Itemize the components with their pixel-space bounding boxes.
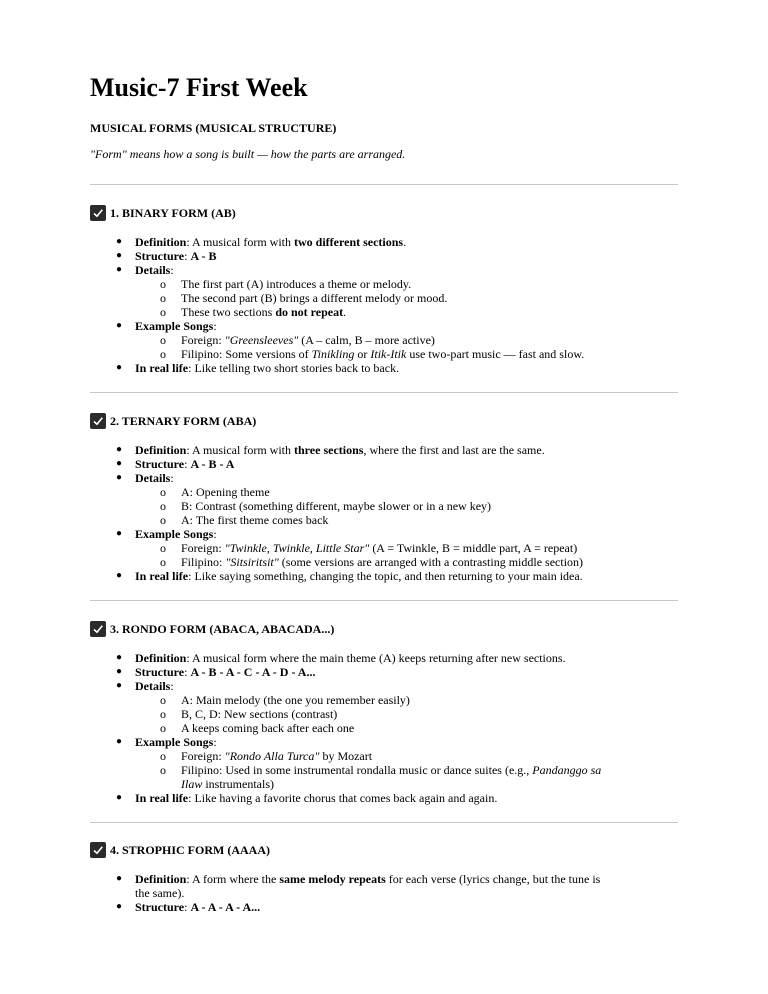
label: Structure: [135, 457, 185, 471]
label: Details: [135, 471, 171, 485]
song-title: "Twinkle, Twinkle, Little Star": [224, 541, 370, 555]
text: .: [343, 305, 347, 319]
label: Filipino:: [181, 763, 223, 777]
text: (A – calm, B – more active): [298, 333, 435, 347]
label: Definition: [135, 872, 187, 886]
text: Used in some instrumental rondalla music or dance suites (e.g.,: [225, 763, 533, 777]
song-title: "Sitsiritsit": [225, 555, 279, 569]
emphasis: same melody repeats: [279, 872, 386, 886]
label: Foreign:: [181, 749, 222, 763]
bullet: ●: [116, 236, 123, 247]
details-item: Details:: [135, 471, 174, 485]
example-songs-item: Example Songs:: [135, 735, 217, 749]
structure-value: A - A - A - A...: [190, 900, 261, 914]
structure-item: Structure: A - B - A - C - A - D - A...: [135, 665, 316, 679]
example-songs-item: Example Songs:: [135, 527, 217, 541]
definition-item: [135, 651, 566, 665]
label: Structure: [135, 665, 185, 679]
song-title: Pandanggo sa: [532, 763, 602, 777]
check-mark-icon: [90, 842, 106, 858]
text: : Like telling two short stories back to back.: [188, 361, 400, 375]
definition-cont: the same).: [135, 886, 185, 900]
example-foreign: [181, 749, 372, 763]
label: Filipino:: [181, 555, 223, 569]
subtitle: MUSICAL FORMS (MUSICAL STRUCTURE): [90, 121, 337, 135]
label: Foreign:: [181, 333, 222, 347]
label: Example Songs: [135, 735, 214, 749]
definition-item: [135, 443, 545, 457]
bullet: ●: [116, 666, 123, 677]
bullet: ●: [116, 264, 123, 275]
sub-bullet: o: [160, 305, 166, 319]
check-mark-icon: [90, 413, 106, 429]
definition-item: [135, 872, 600, 886]
sub-bullet: o: [160, 277, 166, 291]
sub-bullet: o: [160, 291, 166, 305]
divider: [90, 822, 678, 823]
divider: [90, 600, 678, 601]
detail-line: A: Main melody (the one you remember easily): [181, 693, 410, 707]
label: Foreign:: [181, 541, 222, 555]
detail-line: A: The first theme comes back: [181, 513, 329, 527]
song-title: Itik-Itik: [370, 347, 407, 361]
bullet: ●: [116, 250, 123, 261]
detail-line: [181, 305, 346, 319]
divider: [90, 392, 678, 393]
bullet: ●: [116, 320, 123, 331]
section-title: 3. RONDO FORM (ABACA, ABACADA...): [110, 622, 335, 636]
sub-bullet: o: [160, 499, 166, 513]
structure-item: Structure: A - A - A - A...: [135, 900, 261, 914]
bullet: ●: [116, 652, 123, 663]
label: Details: [135, 679, 171, 693]
page-title: Music-7 First Week: [90, 73, 308, 102]
sub-bullet: o: [160, 513, 166, 527]
text: .: [403, 235, 407, 249]
sub-bullet: o: [160, 555, 166, 569]
sub-bullet: o: [160, 707, 166, 721]
section-heading: [90, 621, 334, 637]
real-life-item: [135, 791, 497, 805]
label: Example Songs: [135, 527, 214, 541]
sub-bullet: o: [160, 721, 166, 735]
section-title: 2. TERNARY FORM (ABA): [110, 414, 257, 428]
text: : A musical form where the main theme (A) keeps returning after new sections.: [186, 651, 566, 665]
real-life-item: [135, 361, 399, 375]
song-title: "Rondo Alla Turca": [224, 749, 320, 763]
example-filipino: [181, 763, 601, 777]
text: for each verse (lyrics change, but the tune is: [385, 872, 601, 886]
emphasis: three sections: [294, 443, 364, 457]
detail-line: A: Opening theme: [181, 485, 270, 499]
label: Definition: [135, 235, 187, 249]
divider: [90, 184, 678, 185]
structure-item: Structure: A - B: [135, 249, 217, 263]
song-title: Tinikling: [311, 347, 355, 361]
details-item: Details:: [135, 263, 174, 277]
text: : A musical form with: [186, 443, 295, 457]
example-filipino-cont: [181, 777, 274, 791]
bullet: ●: [116, 472, 123, 483]
label: In real life: [135, 361, 189, 375]
section-title: 4. STROPHIC FORM (AAAA): [110, 843, 270, 857]
bullet: ●: [116, 901, 123, 912]
bullet: ●: [116, 362, 123, 373]
check-mark-icon: [90, 621, 106, 637]
text: instrumentals): [202, 777, 274, 791]
text: : Like saying something, changing the topic, and then returning to your main idea.: [188, 569, 583, 583]
details-item: Details:: [135, 679, 174, 693]
emphasis: do not repeat: [275, 305, 344, 319]
sub-bullet: o: [160, 347, 166, 361]
sub-bullet: o: [160, 693, 166, 707]
bullet: ●: [116, 792, 123, 803]
label: In real life: [135, 569, 189, 583]
text: by Mozart: [319, 749, 373, 763]
text: : A form where the: [186, 872, 280, 886]
definition-item: [135, 235, 406, 249]
bullet: ●: [116, 528, 123, 539]
text: use two-part music — fast and slow.: [406, 347, 585, 361]
sub-bullet: o: [160, 541, 166, 555]
label: Details: [135, 263, 171, 277]
label: Example Songs: [135, 319, 214, 333]
check-mark-icon: [90, 205, 106, 221]
section-heading: [90, 842, 270, 858]
sub-bullet: o: [160, 333, 166, 347]
example-songs-item: Example Songs:: [135, 319, 217, 333]
structure-value: A - B - A: [190, 457, 235, 471]
detail-line: The first part (A) introduces a theme or melody.: [181, 277, 412, 291]
text: (A = Twinkle, B = middle part, A = repeat): [369, 541, 578, 555]
bullet: ●: [116, 680, 123, 691]
example-foreign: [181, 333, 435, 347]
text: (some versions are arranged with a contrasting middle section): [278, 555, 584, 569]
bullet: ●: [116, 570, 123, 581]
detail-line: B: Contrast (something different, maybe slower or in a new key): [181, 499, 492, 513]
sub-bullet: o: [160, 485, 166, 499]
bullet: ●: [116, 873, 123, 884]
intro-text: "Form" means how a song is built — how the parts are arranged.: [90, 147, 406, 161]
example-filipino: [181, 555, 583, 569]
section-heading: [90, 413, 256, 429]
structure-value: A - B - A - C - A - D - A...: [190, 665, 316, 679]
example-foreign: [181, 541, 577, 555]
label: Structure: [135, 900, 185, 914]
bullet: ●: [116, 736, 123, 747]
sub-bullet: o: [160, 749, 166, 763]
text: These two sections: [181, 305, 276, 319]
text: : Like having a favorite chorus that comes back again and again.: [188, 791, 498, 805]
text: Some versions of: [225, 347, 312, 361]
structure-value: A - B: [190, 249, 217, 263]
example-filipino: [181, 347, 584, 361]
label: Definition: [135, 651, 187, 665]
song-title: "Greensleeves": [224, 333, 299, 347]
label: Structure: [135, 249, 185, 263]
bullet: ●: [116, 458, 123, 469]
sub-bullet: o: [160, 763, 166, 777]
real-life-item: [135, 569, 583, 583]
section-heading: [90, 205, 236, 221]
label: Filipino:: [181, 347, 223, 361]
bullet: ●: [116, 444, 123, 455]
detail-line: A keeps coming back after each one: [181, 721, 355, 735]
label: Definition: [135, 443, 187, 457]
detail-line: B, C, D: New sections (contrast): [181, 707, 338, 721]
section-title: 1. BINARY FORM (AB): [110, 206, 236, 220]
detail-line: The second part (B) brings a different melody or mood.: [181, 291, 448, 305]
emphasis: two different sections: [294, 235, 404, 249]
text: or: [354, 347, 371, 361]
song-title: Ilaw: [181, 777, 203, 791]
text: , where the first and last are the same.: [363, 443, 545, 457]
label: In real life: [135, 791, 189, 805]
text: : A musical form with: [186, 235, 295, 249]
structure-item: Structure: A - B - A: [135, 457, 235, 471]
